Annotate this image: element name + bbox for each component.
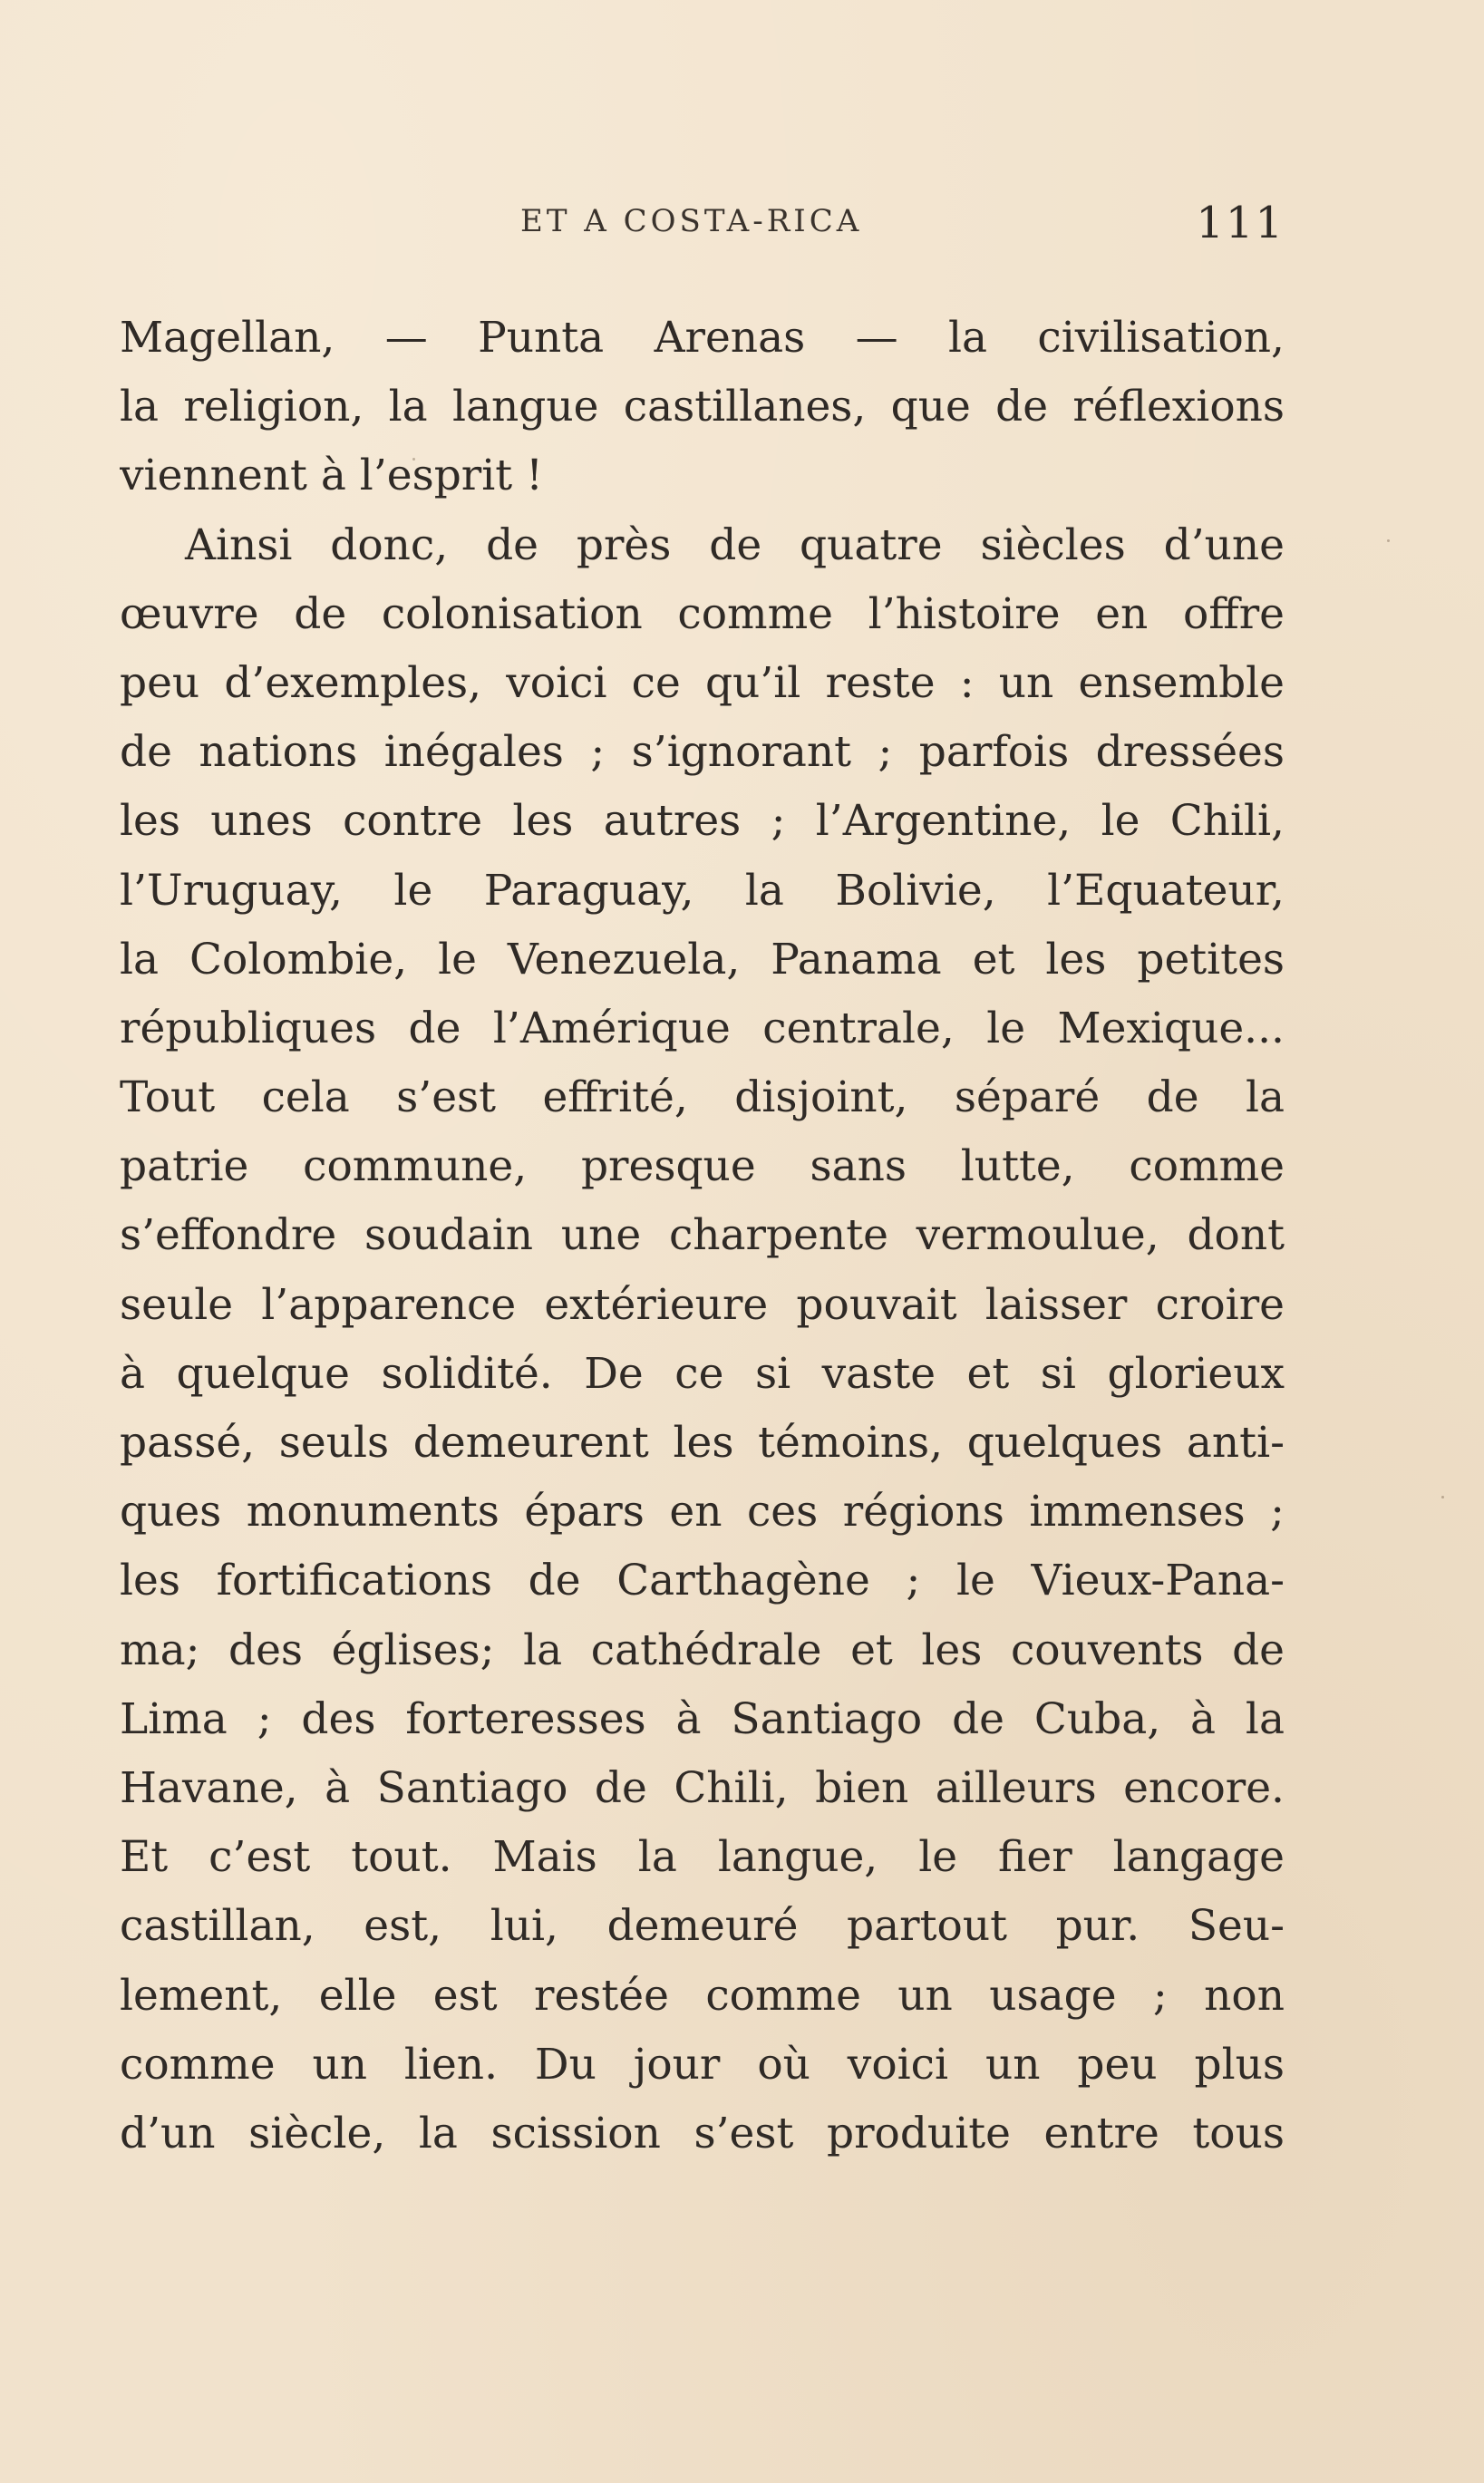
text-line: œuvre de colonisation comme l’histoire en offre bbox=[120, 588, 1285, 639]
paper-speck bbox=[1387, 539, 1390, 542]
text-line: Havane, à Santiago de Chili, bien ailleurs encore. bbox=[120, 1762, 1285, 1813]
text-line: Lima ; des forteresses à Santiago de Cuba, à la bbox=[120, 1693, 1285, 1744]
text-line: la religion, la langue castillanes, que de réflexions bbox=[120, 382, 1285, 432]
paragraph-first-line: Ainsi donc, de près de quatre siècles d’une bbox=[185, 519, 1285, 570]
body-text bbox=[120, 304, 1285, 2168]
text-line: d’un siècle, la scission s’est produite entre tous bbox=[120, 2108, 1285, 2158]
text-line: les unes contre les autres ; l’Argentine, le Chili, bbox=[120, 796, 1285, 847]
page-number: 111 bbox=[1196, 198, 1285, 248]
text-line: ques monuments épars en ces régions immenses ; bbox=[120, 1487, 1285, 1537]
text-line: républiques de l’Amérique centrale, le Mexique... bbox=[120, 1003, 1285, 1053]
text-line: Et c’est tout. Mais la langue, le fier langage bbox=[120, 1832, 1285, 1883]
paper-speck bbox=[412, 458, 415, 461]
text-line: la Colombie, le Venezuela, Panama et les petites bbox=[120, 934, 1285, 984]
text-line: les fortifications de Carthagène ; le Vieux-Pana- bbox=[120, 1556, 1285, 1606]
text-line: Tout cela s’est effrité, disjoint, séparé de la bbox=[120, 1072, 1285, 1123]
text-line: lement, elle est restée comme un usage ; non bbox=[120, 1970, 1285, 2021]
running-head bbox=[120, 198, 1285, 252]
text-line: passé, seuls demeurent les témoins, quelques anti- bbox=[120, 1418, 1285, 1468]
text-line: castillan, est, lui, demeuré partout pur. Seu- bbox=[120, 1901, 1285, 1952]
text-line: patrie commune, presque sans lutte, comme bbox=[120, 1141, 1285, 1192]
text-line: viennent à l’esprit ! bbox=[120, 451, 544, 501]
text-line: peu d’exemples, voici ce qu’il reste : un ensemble bbox=[120, 657, 1285, 708]
text-line: de nations inégales ; s’ignorant ; parfois dressées bbox=[120, 727, 1285, 778]
text-line: seule l’apparence extérieure pouvait laisser croire bbox=[120, 1279, 1285, 1330]
running-head-title: ET A COSTA-RICA bbox=[520, 203, 863, 239]
paper-speck bbox=[1441, 1496, 1444, 1499]
text-line: ma; des églises; la cathédrale et les couvents de bbox=[120, 1625, 1285, 1675]
text-line: l’Uruguay, le Paraguay, la Bolivie, l’Equateur, bbox=[120, 865, 1285, 916]
text-line: s’effondre soudain une charpente vermoulue, dont bbox=[120, 1210, 1285, 1261]
text-line: Magellan, — Punta Arenas — la civilisation, bbox=[120, 313, 1285, 363]
text-line: comme un lien. Du jour où voici un peu plus bbox=[120, 2039, 1285, 2090]
text-line: à quelque solidité. De ce si vaste et si glorieux bbox=[120, 1348, 1285, 1399]
